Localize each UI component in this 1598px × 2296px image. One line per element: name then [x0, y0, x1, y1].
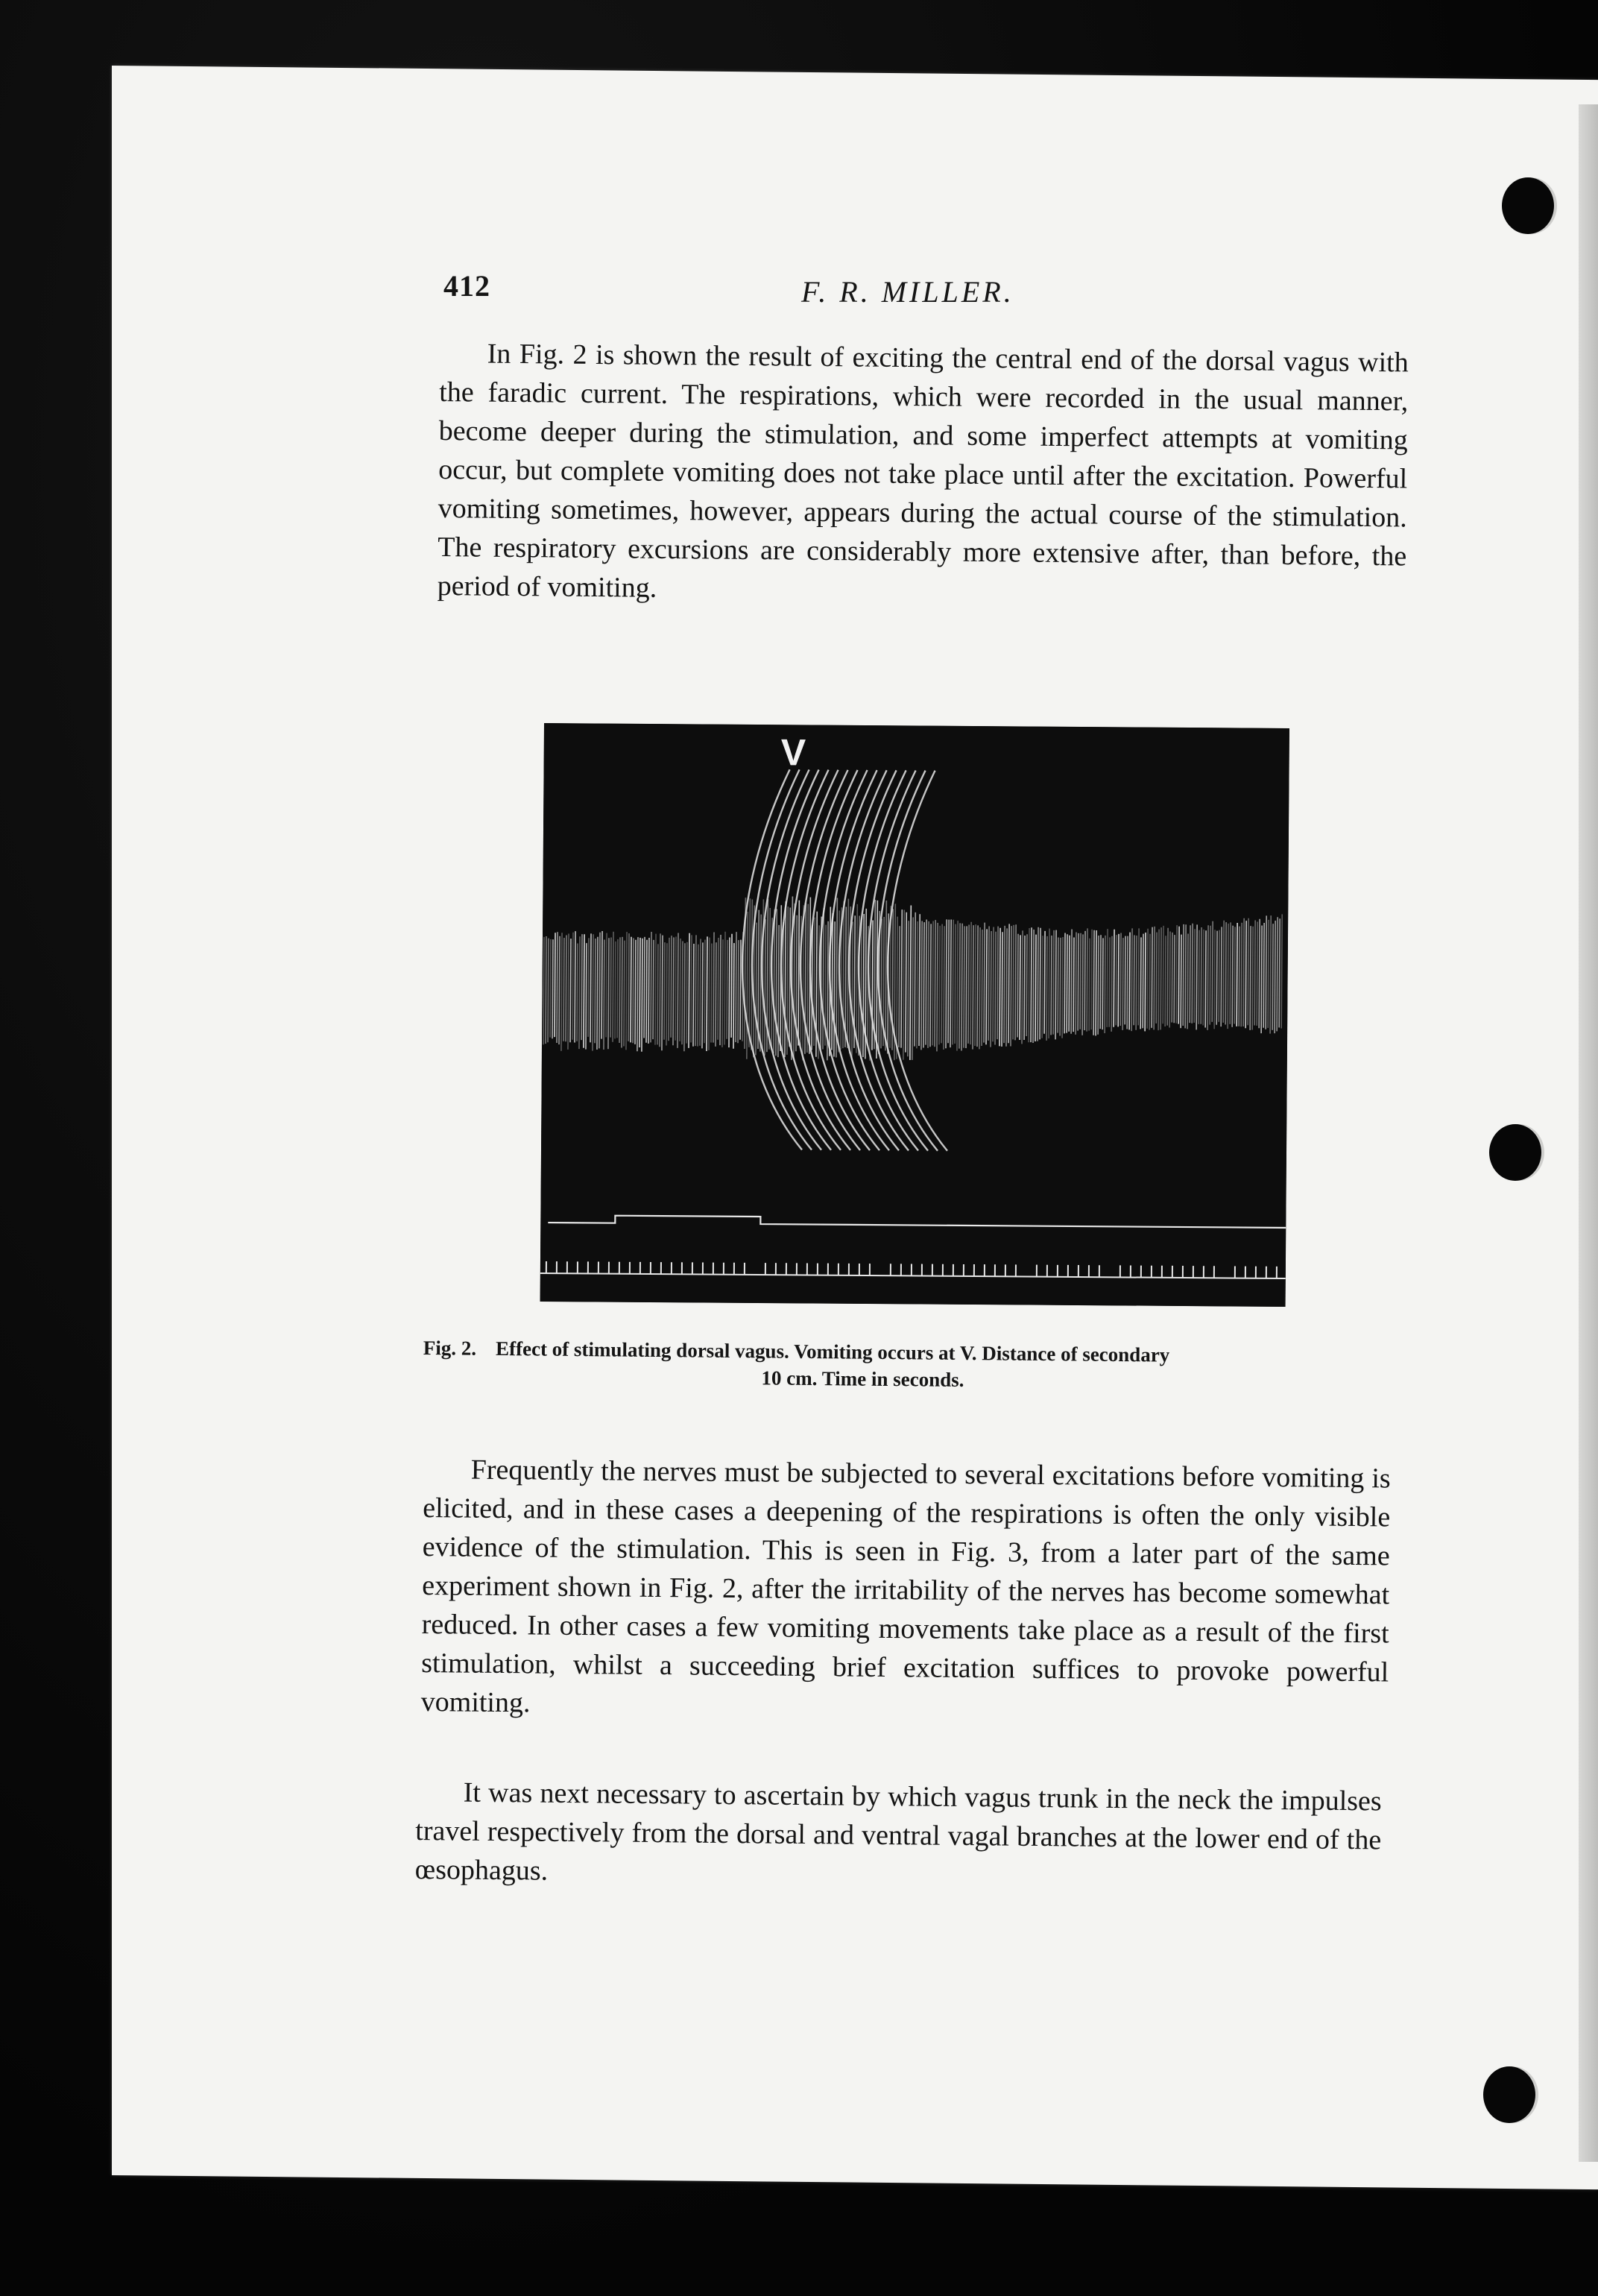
band-stroke: [599, 933, 600, 1049]
band-stroke: [733, 943, 734, 1049]
band-stroke: [586, 943, 587, 1050]
paragraph-text: It was next necessary to ascertain by which vagus trunk in the neck the impulses travel respectively from the dorsal and ventral vagal branches at the lower end of the œsophagus.: [414, 1776, 1382, 1887]
band-stroke: [1183, 924, 1184, 1026]
band-stroke: [702, 942, 703, 1048]
paragraph: [438, 334, 1409, 614]
band-stroke: [648, 938, 649, 1044]
band-stroke: [1100, 935, 1101, 1029]
band-stroke: [615, 942, 616, 1038]
band-stroke: [711, 944, 712, 1043]
band-stroke: [713, 933, 714, 1043]
band-stroke: [1234, 927, 1235, 1024]
band-stroke: [941, 924, 942, 1044]
band-stroke: [729, 938, 730, 1048]
band-stroke: [608, 938, 609, 1049]
band-stroke: [1198, 930, 1199, 1024]
band-stroke: [1026, 934, 1027, 1036]
band-stroke: [1281, 914, 1282, 1028]
band-stroke: [1118, 934, 1119, 1026]
band-stroke: [1223, 921, 1224, 1023]
band-stroke: [655, 934, 656, 1045]
band-stroke: [1102, 938, 1103, 1029]
band-stroke: [1176, 925, 1177, 1024]
band-stroke: [619, 937, 620, 1043]
band-stroke: [1196, 924, 1197, 1029]
band-stroke: [1122, 938, 1123, 1030]
band-stroke: [1084, 931, 1085, 1030]
band-stroke: [1017, 934, 1018, 1038]
band-stroke: [693, 944, 694, 1047]
band-stroke: [1250, 926, 1251, 1030]
band-stroke: [1140, 937, 1141, 1029]
band-stroke: [637, 937, 638, 1051]
band-stroke: [682, 941, 683, 1044]
band-stroke: [1015, 924, 1016, 1040]
caption-text-line-1: Effect of stimulating dorsal vagus. Vomiting occurs at V. Distance of secondary: [495, 1337, 1170, 1366]
band-stroke: [1270, 915, 1271, 1033]
band-stroke: [999, 928, 1000, 1047]
band-stroke: [1203, 930, 1204, 1026]
band-stroke: [1205, 930, 1206, 1027]
band-stroke: [644, 937, 645, 1038]
band-stroke: [731, 934, 732, 1038]
band-stroke: [1062, 937, 1063, 1038]
band-stroke: [610, 938, 611, 1038]
band-stroke: [1216, 931, 1217, 1025]
band-stroke: [1178, 927, 1179, 1024]
band-stroke: [617, 939, 618, 1038]
band-stroke: [1149, 934, 1150, 1030]
band-stroke: [657, 944, 658, 1044]
band-stroke: [1272, 924, 1273, 1030]
band-stroke: [1071, 930, 1072, 1034]
band-stroke: [572, 933, 573, 1040]
band-stroke: [662, 936, 663, 1051]
band-stroke: [1120, 933, 1121, 1026]
band-stroke: [1225, 922, 1226, 1024]
page-number: 412: [443, 269, 490, 303]
band-stroke: [1158, 930, 1159, 1030]
band-stroke: [653, 940, 654, 1039]
band-stroke: [686, 942, 687, 1044]
band-stroke: [671, 936, 672, 1038]
band-stroke: [1241, 923, 1242, 1026]
band-stroke: [1093, 930, 1094, 1035]
band-stroke: [993, 927, 994, 1042]
band-stroke: [1138, 928, 1139, 1025]
band-stroke: [590, 933, 591, 1042]
band-stroke: [548, 939, 549, 1043]
band-stroke: [1252, 927, 1253, 1030]
band-stroke: [1031, 927, 1032, 1042]
vomiting-marker-label: V: [780, 731, 806, 774]
band-stroke: [720, 935, 721, 1045]
band-stroke: [543, 937, 544, 1044]
band-stroke: [1080, 933, 1081, 1029]
band-stroke: [561, 933, 562, 1051]
band-stroke: [1160, 927, 1161, 1029]
band-stroke: [1051, 936, 1052, 1035]
band-stroke: [704, 939, 705, 1043]
figure-tracing: [540, 723, 1289, 1307]
band-stroke: [579, 936, 580, 1049]
band-stroke: [1136, 936, 1137, 1030]
band-stroke: [1154, 927, 1155, 1030]
band-stroke: [568, 934, 569, 1050]
band-stroke: [552, 939, 553, 1038]
band-stroke: [1254, 921, 1255, 1026]
band-stroke: [1089, 939, 1090, 1031]
band-stroke: [1232, 926, 1233, 1027]
band-stroke: [1053, 930, 1054, 1035]
band-stroke: [700, 939, 701, 1045]
band-stroke: [899, 926, 900, 1047]
band-stroke: [1033, 930, 1034, 1043]
band-stroke: [1156, 933, 1157, 1024]
band-stroke: [691, 935, 692, 1042]
band-stroke: [740, 940, 741, 1040]
band-stroke: [1277, 917, 1278, 1031]
tracing-image: [540, 723, 1289, 1307]
band-stroke: [997, 927, 998, 1039]
band-stroke: [1194, 929, 1195, 1023]
band-stroke: [626, 932, 627, 1050]
band-stroke: [1006, 928, 1007, 1046]
figure-caption: [423, 1334, 1392, 1397]
band-stroke: [1044, 931, 1045, 1034]
band-stroke: [1131, 928, 1132, 1031]
band-stroke: [635, 940, 636, 1044]
band-stroke: [1185, 924, 1186, 1028]
band-stroke: [975, 924, 976, 1046]
band-stroke: [968, 925, 969, 1044]
band-stroke: [984, 923, 985, 1043]
band-stroke: [684, 943, 685, 1051]
band-stroke: [1192, 924, 1193, 1024]
band-stroke: [1004, 926, 1005, 1043]
band-stroke: [601, 931, 602, 1039]
band-stroke: [1116, 935, 1117, 1025]
band-stroke: [1042, 936, 1043, 1038]
paragraph: [421, 1450, 1391, 1730]
band-stroke: [559, 936, 560, 1044]
band-stroke: [1055, 930, 1056, 1040]
band-stroke: [1129, 933, 1130, 1030]
band-stroke: [979, 927, 980, 1049]
band-stroke: [995, 932, 996, 1045]
band-stroke: [1064, 933, 1065, 1034]
band-stroke: [675, 937, 676, 1041]
band-stroke: [595, 939, 596, 1043]
band-stroke: [1069, 936, 1070, 1032]
band-stroke: [1078, 933, 1079, 1031]
band-stroke: [1167, 928, 1168, 1026]
band-stroke: [1230, 922, 1231, 1024]
band-stroke: [988, 926, 989, 1040]
band-stroke: [1261, 925, 1262, 1033]
band-stroke: [597, 937, 598, 1050]
band-stroke: [1259, 919, 1260, 1029]
band-stroke: [718, 938, 719, 1040]
running-head: [443, 268, 1412, 313]
band-stroke: [1221, 927, 1222, 1026]
caption-text-line-2: 10 cm. Time in seconds.: [761, 1366, 964, 1391]
band-stroke: [986, 929, 987, 1044]
band-stroke: [1169, 932, 1170, 1028]
paragraph: [415, 1773, 1382, 1898]
band-stroke: [1187, 934, 1188, 1029]
band-stroke: [1022, 930, 1023, 1044]
band-stroke: [1008, 924, 1009, 1043]
band-stroke: [1111, 936, 1112, 1032]
band-stroke: [695, 935, 696, 1046]
band-stroke: [955, 924, 956, 1044]
band-stroke: [1013, 925, 1014, 1040]
band-stroke: [709, 938, 710, 1050]
band-stroke: [664, 942, 665, 1040]
band-stroke: [628, 933, 629, 1041]
band-stroke: [1263, 923, 1264, 1028]
band-stroke: [581, 934, 582, 1040]
band-stroke: [1082, 934, 1083, 1035]
band-stroke: [1107, 929, 1108, 1027]
band-stroke: [1147, 929, 1148, 1029]
band-stroke: [1035, 935, 1036, 1041]
band-stroke: [1245, 921, 1246, 1028]
band-stroke: [724, 932, 725, 1045]
band-stroke: [646, 940, 647, 1043]
band-stroke: [1024, 936, 1025, 1040]
band-stroke: [633, 938, 634, 1043]
band-stroke: [588, 938, 589, 1036]
band-stroke: [1279, 918, 1280, 1027]
band-stroke: [1127, 936, 1128, 1029]
band-stroke: [1212, 921, 1213, 1022]
band-stroke: [557, 932, 558, 1043]
band-stroke: [1268, 920, 1269, 1028]
band-stroke: [606, 933, 607, 1038]
band-stroke: [666, 943, 667, 1045]
band-stroke: [1073, 937, 1074, 1032]
band-stroke: [673, 937, 674, 1045]
band-stroke: [1174, 935, 1175, 1023]
band-stroke: [570, 939, 571, 1042]
paragraph-text: Frequently the nerves must be subjected to several excitations before vomiting is elicited, and in these cases a deepening of the respirations is often the only visible evidence of the stimulation. This is seen in Fig. 3, from a later part of the same experiment shown in Fig. 2, after the irritability of the nerves has become somewhat reduced. In other cases a few vomiting movements take place as a result of the first stimulation, whilst a succeeding brief excitation suffices to provoke powerful vomiting.: [420, 1454, 1391, 1719]
band-stroke: [1214, 930, 1215, 1029]
paragraph-text: In Fig. 2 is shown the result of exciting the central end of the dorsal vagus with the faradic current. The respirations, which were recorded in the usual manner, become deeper during the stimulation, and some imperfect attempts at vomiting occur, but complete vomiting does not take place until after the excitation. Powerful vomiting sometimes, however, appears during the actual course of the stimulation. The respiratory excursions are considerably more extensive after, than before, the period of vomiting.: [437, 338, 1409, 604]
band-stroke: [639, 938, 640, 1047]
band-stroke: [1145, 933, 1146, 1031]
band-stroke: [563, 938, 564, 1041]
band-stroke: [1091, 930, 1092, 1029]
band-stroke: [722, 939, 723, 1047]
band-stroke: [738, 940, 739, 1043]
band-stroke: [1046, 936, 1047, 1041]
band-stroke: [550, 939, 551, 1038]
band-stroke: [1165, 936, 1166, 1026]
band-stroke: [1243, 918, 1244, 1026]
caption-figure-label: Fig. 2.: [423, 1336, 477, 1360]
band-stroke: [1207, 925, 1208, 1030]
band-stroke: [939, 926, 940, 1045]
band-stroke: [577, 944, 578, 1041]
band-stroke: [1109, 937, 1110, 1026]
band-stroke: [1098, 936, 1099, 1035]
band-stroke: [1060, 938, 1061, 1036]
band-stroke: [977, 925, 978, 1047]
running-title: F. R. MILLER.: [801, 275, 1014, 309]
band-stroke: [624, 941, 625, 1047]
